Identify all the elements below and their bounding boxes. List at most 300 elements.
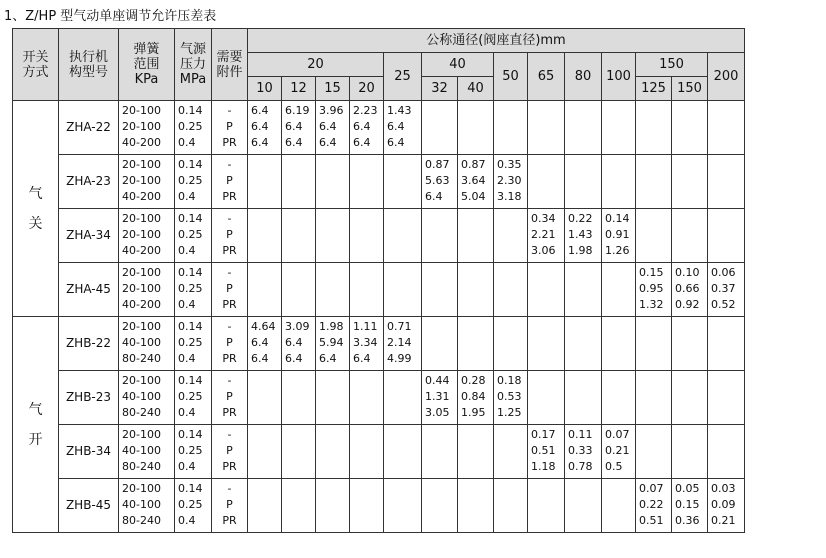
header-dn100: 100 (602, 53, 636, 101)
pressure-diff-cell (602, 371, 636, 425)
pressure-diff-cell-value: 2.14 (387, 336, 412, 349)
pressure-diff-cell-value: 0.92 (675, 298, 700, 311)
accessory-cell (212, 371, 248, 425)
accessory-cell (212, 479, 248, 533)
air-pressure-cell-value: 0.4 (178, 298, 196, 311)
spring-range-cell-value: 80-240 (122, 352, 161, 365)
pressure-diff-cell (672, 317, 708, 371)
air-pressure-cell-value: 0.25 (178, 444, 203, 457)
accessory-cell-value: P (226, 336, 233, 349)
pressure-diff-cell (565, 209, 602, 263)
actuator-model-cell: ZHA-34 (59, 209, 119, 263)
header-seat-40: 40 (458, 77, 494, 101)
pressure-diff-cell (248, 101, 282, 155)
pressure-diff-cell-value: 1.43 (387, 104, 412, 117)
pressure-diff-cell (350, 317, 384, 371)
pressure-diff-cell-value: 0.15 (675, 498, 700, 511)
pressure-diff-cell-value: 0.66 (675, 282, 700, 295)
spring-range-cell-value: 20-100 (122, 120, 161, 133)
pressure-diff-cell (708, 101, 745, 155)
pressure-diff-cell (636, 155, 672, 209)
pressure-diff-cell (384, 209, 422, 263)
pressure-diff-cell-value: 1.32 (639, 298, 664, 311)
pressure-diff-cell (602, 317, 636, 371)
pressure-diff-cell (458, 101, 494, 155)
pressure-diff-cell-value: 0.28 (461, 374, 486, 387)
pressure-diff-cell-value: 6.4 (319, 136, 337, 149)
pressure-diff-cell-value: 6.4 (251, 352, 269, 365)
accessory-cell-value: - (227, 212, 232, 225)
pressure-diff-cell (384, 317, 422, 371)
actuator-model-cell: ZHA-22 (59, 101, 119, 155)
air-pressure-cell-value: 0.4 (178, 406, 196, 419)
pressure-diff-cell (384, 101, 422, 155)
pressure-diff-cell (248, 479, 282, 533)
header-dn25: 25 (384, 53, 422, 101)
air-pressure-cell-value: 0.4 (178, 136, 196, 149)
spring-range-cell-value: 20-100 (122, 104, 161, 117)
air-pressure-cell-value: 0.25 (178, 390, 203, 403)
header-dn65: 65 (528, 53, 565, 101)
pressure-diff-cell (708, 155, 745, 209)
pressure-diff-cell (248, 155, 282, 209)
accessory-cell (212, 425, 248, 479)
accessory-cell-value: P (226, 498, 233, 511)
pressure-diff-cell (565, 101, 602, 155)
pressure-diff-cell (565, 155, 602, 209)
air-pressure-cell-value: 0.4 (178, 190, 196, 203)
air-pressure-cell (175, 371, 212, 425)
accessory-cell-value: PR (222, 460, 237, 473)
spring-range-cell-value: 80-240 (122, 406, 161, 419)
pressure-diff-cell-value: 3.09 (285, 320, 310, 333)
air-pressure-cell-value: 0.14 (178, 266, 203, 279)
pressure-diff-cell (384, 155, 422, 209)
pressure-diff-cell (528, 209, 565, 263)
pressure-diff-cell-value: 6.4 (285, 136, 303, 149)
actuator-model-cell: ZHB-34 (59, 425, 119, 479)
pressure-diff-cell-value: 2.23 (353, 104, 378, 117)
pressure-diff-cell-value: 6.4 (285, 352, 303, 365)
spring-range-cell-value: 40-200 (122, 244, 161, 257)
pressure-diff-cell (708, 317, 745, 371)
pressure-diff-cell (282, 425, 316, 479)
spring-range-cell (119, 263, 175, 317)
pressure-diff-cell (528, 371, 565, 425)
pressure-table (12, 28, 745, 533)
pressure-diff-cell (636, 371, 672, 425)
pressure-diff-cell-value: 4.64 (251, 320, 276, 333)
pressure-diff-cell (422, 317, 458, 371)
pressure-diff-cell-value: 6.4 (319, 120, 337, 133)
air-pressure-cell-value: 0.14 (178, 374, 203, 387)
pressure-diff-cell (350, 155, 384, 209)
air-pressure-cell (175, 479, 212, 533)
pressure-diff-cell (494, 209, 528, 263)
accessory-cell-value: - (227, 266, 232, 279)
air-pressure-cell-value: 0.4 (178, 514, 196, 527)
pressure-diff-cell-value: 0.51 (639, 514, 664, 527)
pressure-diff-cell (458, 317, 494, 371)
switch-mode-char: 关 (28, 215, 43, 232)
air-pressure-cell-value: 0.25 (178, 228, 203, 241)
pressure-diff-cell (384, 263, 422, 317)
air-pressure-cell (175, 101, 212, 155)
air-pressure-cell-value: 0.4 (178, 244, 196, 257)
pressure-diff-cell (422, 479, 458, 533)
header-dn20: 20 (248, 53, 384, 77)
pressure-diff-cell (602, 479, 636, 533)
pressure-diff-cell-value: 0.95 (639, 282, 664, 295)
accessory-cell-value: PR (222, 406, 237, 419)
pressure-diff-cell (636, 263, 672, 317)
pressure-diff-cell (602, 209, 636, 263)
pressure-diff-cell (282, 371, 316, 425)
pressure-diff-cell (565, 425, 602, 479)
pressure-diff-cell (565, 263, 602, 317)
air-pressure-cell-value: 0.25 (178, 336, 203, 349)
pressure-diff-cell (458, 263, 494, 317)
pressure-diff-cell (316, 101, 350, 155)
pressure-diff-cell (282, 155, 316, 209)
pressure-diff-cell-value: 0.21 (711, 514, 736, 527)
pressure-diff-cell (528, 263, 565, 317)
accessory-cell-value: P (226, 120, 233, 133)
pressure-diff-cell-value: 6.4 (251, 136, 269, 149)
pressure-diff-cell (636, 317, 672, 371)
pressure-diff-cell (494, 263, 528, 317)
pressure-diff-cell (528, 317, 565, 371)
header-air-pressure: 气源 压力 MPa (175, 29, 212, 101)
pressure-diff-cell-value: 1.98 (568, 244, 593, 257)
pressure-diff-cell-value: 0.10 (675, 266, 700, 279)
air-pressure-cell-value: 0.4 (178, 460, 196, 473)
pressure-diff-cell (672, 209, 708, 263)
spring-range-cell (119, 209, 175, 263)
pressure-diff-cell (494, 425, 528, 479)
spring-range-cell (119, 479, 175, 533)
pressure-diff-cell (636, 479, 672, 533)
pressure-diff-cell-value: 0.51 (531, 444, 556, 457)
pressure-diff-cell (458, 425, 494, 479)
switch-mode-char: 开 (28, 431, 43, 448)
switch-mode-char: 气 (28, 401, 43, 418)
pressure-diff-cell-value: 0.87 (461, 158, 486, 171)
accessory-cell-value: P (226, 174, 233, 187)
header-nominal-diameter: 公称通径(阀座直径)mm (248, 29, 745, 53)
air-pressure-cell-value: 0.25 (178, 120, 203, 133)
pressure-diff-cell (316, 371, 350, 425)
header-seat-32: 32 (422, 77, 458, 101)
pressure-diff-cell-value: 3.18 (497, 190, 522, 203)
spring-range-cell-value: 80-240 (122, 460, 161, 473)
pressure-diff-cell-value: 6.4 (425, 190, 443, 203)
pressure-diff-cell (316, 263, 350, 317)
spring-range-cell-value: 40-200 (122, 136, 161, 149)
accessory-cell-value: PR (222, 190, 237, 203)
pressure-diff-cell (494, 479, 528, 533)
spring-range-cell-value: 20-100 (122, 428, 161, 441)
pressure-diff-cell-value: 6.4 (285, 336, 303, 349)
header-dn150: 150 (636, 53, 708, 77)
spring-range-cell-value: 80-240 (122, 514, 161, 527)
pressure-diff-cell-value: 2.30 (497, 174, 522, 187)
pressure-diff-cell (602, 263, 636, 317)
pressure-diff-cell-value: 0.5 (605, 460, 623, 473)
pressure-diff-cell (282, 209, 316, 263)
spring-range-cell-value: 40-100 (122, 336, 161, 349)
accessory-cell-value: P (226, 282, 233, 295)
pressure-diff-cell (636, 101, 672, 155)
pressure-diff-cell (316, 479, 350, 533)
pressure-diff-cell-value: 0.07 (639, 482, 664, 495)
header-switch-mode: 开关 方式 (13, 29, 59, 101)
pressure-diff-cell (350, 371, 384, 425)
pressure-diff-cell-value: 0.18 (497, 374, 522, 387)
spring-range-cell-value: 20-100 (122, 374, 161, 387)
accessory-cell-value: - (227, 158, 232, 171)
pressure-diff-cell (248, 425, 282, 479)
pressure-diff-cell (602, 425, 636, 479)
pressure-diff-cell-value: 0.22 (568, 212, 593, 225)
pressure-diff-cell (458, 209, 494, 263)
pressure-diff-cell-value: 0.03 (711, 482, 736, 495)
spring-range-cell (119, 425, 175, 479)
air-pressure-cell-value: 0.25 (178, 498, 203, 511)
pressure-diff-cell (248, 317, 282, 371)
table-body (13, 101, 745, 533)
spring-range-cell-value: 20-100 (122, 228, 161, 241)
pressure-diff-cell-value: 0.34 (531, 212, 556, 225)
pressure-diff-cell (350, 209, 384, 263)
pressure-diff-cell-value: 5.04 (461, 190, 486, 203)
actuator-model-cell: ZHA-23 (59, 155, 119, 209)
header-seat-15: 15 (316, 77, 350, 101)
pressure-diff-cell-value: 5.94 (319, 336, 344, 349)
pressure-diff-cell (672, 425, 708, 479)
accessory-cell (212, 101, 248, 155)
pressure-diff-cell-value: 1.26 (605, 244, 630, 257)
accessory-cell-value: P (226, 444, 233, 457)
pressure-diff-cell-value: 0.14 (605, 212, 630, 225)
pressure-diff-cell-value: 0.33 (568, 444, 593, 457)
table-row (13, 155, 745, 209)
pressure-diff-cell (602, 155, 636, 209)
pressure-diff-cell-value: 0.36 (675, 514, 700, 527)
pressure-diff-cell-value: 0.71 (387, 320, 412, 333)
pressure-diff-cell (708, 371, 745, 425)
pressure-diff-cell-value: 0.84 (461, 390, 486, 403)
pressure-diff-cell-value: 6.4 (285, 120, 303, 133)
switch-mode-char: 气 (28, 185, 43, 202)
pressure-diff-cell-value: 3.96 (319, 104, 344, 117)
pressure-diff-cell (458, 155, 494, 209)
pressure-diff-cell-value: 3.06 (531, 244, 556, 257)
spring-range-cell (119, 155, 175, 209)
accessory-cell (212, 155, 248, 209)
table-row (13, 371, 745, 425)
spring-range-cell (119, 371, 175, 425)
header-seat-125: 125 (636, 77, 672, 101)
pressure-diff-cell-value: 1.18 (531, 460, 556, 473)
air-pressure-cell-value: 0.25 (178, 282, 203, 295)
pressure-diff-cell (282, 479, 316, 533)
pressure-diff-cell (248, 209, 282, 263)
pressure-diff-cell-value: 0.53 (497, 390, 522, 403)
actuator-model-cell: ZHA-45 (59, 263, 119, 317)
pressure-diff-cell-value: 0.44 (425, 374, 450, 387)
header-seat-150: 150 (672, 77, 708, 101)
accessory-cell-value: - (227, 428, 232, 441)
air-pressure-cell-value: 0.14 (178, 158, 203, 171)
pressure-diff-cell (494, 155, 528, 209)
accessory-cell-value: P (226, 390, 233, 403)
pressure-diff-cell (248, 371, 282, 425)
pressure-diff-cell-value: 6.4 (353, 120, 371, 133)
spring-range-cell-value: 20-100 (122, 482, 161, 495)
accessory-cell-value: - (227, 320, 232, 333)
header-actuator-model: 执行机 构型号 (59, 29, 119, 101)
spring-range-cell-value: 40-100 (122, 444, 161, 457)
pressure-diff-cell-value: 0.91 (605, 228, 630, 241)
header-seat-20: 20 (350, 77, 384, 101)
pressure-diff-cell-value: 5.63 (425, 174, 450, 187)
pressure-diff-cell-value: 0.37 (711, 282, 736, 295)
pressure-diff-cell (565, 479, 602, 533)
pressure-diff-cell (494, 371, 528, 425)
pressure-diff-cell-value: 0.87 (425, 158, 450, 171)
accessory-cell-value: PR (222, 298, 237, 311)
pressure-diff-cell (282, 263, 316, 317)
air-pressure-cell (175, 263, 212, 317)
switch-mode-cell (13, 101, 59, 317)
accessory-cell-value: - (227, 374, 232, 387)
pressure-diff-cell (316, 155, 350, 209)
spring-range-cell-value: 40-200 (122, 298, 161, 311)
pressure-diff-cell (458, 479, 494, 533)
pressure-diff-cell-value: 1.31 (425, 390, 450, 403)
air-pressure-cell (175, 425, 212, 479)
pressure-diff-cell (528, 425, 565, 479)
table-row (13, 317, 745, 371)
pressure-diff-cell (316, 317, 350, 371)
pressure-diff-cell (672, 101, 708, 155)
pressure-diff-cell-value: 0.07 (605, 428, 630, 441)
pressure-diff-cell-value: 1.95 (461, 406, 486, 419)
spring-range-cell (119, 317, 175, 371)
spring-range-cell-value: 20-100 (122, 174, 161, 187)
pressure-diff-cell (672, 263, 708, 317)
pressure-diff-cell (708, 425, 745, 479)
pressure-diff-cell-value: 0.05 (675, 482, 700, 495)
accessory-cell-value: - (227, 482, 232, 495)
header-seat-12: 12 (282, 77, 316, 101)
spring-range-cell-value: 20-100 (122, 212, 161, 225)
pressure-diff-cell (458, 371, 494, 425)
actuator-model-cell: ZHB-22 (59, 317, 119, 371)
table-row (13, 425, 745, 479)
accessory-cell-value: PR (222, 514, 237, 527)
header-seat-10: 10 (248, 77, 282, 101)
accessory-cell-value: - (227, 104, 232, 117)
pressure-diff-cell (422, 371, 458, 425)
air-pressure-cell (175, 155, 212, 209)
pressure-diff-cell-value: 3.34 (353, 336, 378, 349)
pressure-diff-cell-value: 6.4 (251, 120, 269, 133)
pressure-diff-cell (384, 371, 422, 425)
header-dn200: 200 (708, 53, 745, 101)
switch-mode-cell (13, 317, 59, 533)
pressure-diff-cell (494, 101, 528, 155)
spring-range-cell-value: 20-100 (122, 282, 161, 295)
pressure-diff-cell (422, 101, 458, 155)
pressure-diff-cell (316, 425, 350, 479)
header-dn40: 40 (422, 53, 494, 77)
table-row (13, 479, 745, 533)
pressure-diff-cell-value: 0.09 (711, 498, 736, 511)
actuator-model-cell: ZHB-23 (59, 371, 119, 425)
pressure-diff-cell (672, 155, 708, 209)
pressure-diff-cell (708, 263, 745, 317)
air-pressure-cell-value: 0.14 (178, 320, 203, 333)
pressure-diff-cell (282, 101, 316, 155)
pressure-diff-cell-value: 6.4 (251, 336, 269, 349)
page-title: 1、Z/HP 型气动单座调节允许压差表 (4, 9, 217, 24)
pressure-diff-cell-value: 6.4 (251, 104, 269, 117)
pressure-diff-cell-value: 0.78 (568, 460, 593, 473)
accessory-cell (212, 317, 248, 371)
pressure-diff-cell (422, 155, 458, 209)
pressure-diff-cell (384, 479, 422, 533)
pressure-diff-cell (384, 425, 422, 479)
pressure-diff-cell-value: 4.99 (387, 352, 412, 365)
pressure-diff-cell (672, 479, 708, 533)
accessory-cell-value: PR (222, 244, 237, 257)
pressure-diff-cell-value: 6.4 (353, 352, 371, 365)
pressure-diff-cell (565, 317, 602, 371)
pressure-diff-cell-value: 1.43 (568, 228, 593, 241)
spring-range-cell-value: 20-100 (122, 320, 161, 333)
pressure-diff-cell-value: 0.52 (711, 298, 736, 311)
pressure-diff-cell (602, 101, 636, 155)
pressure-diff-cell (282, 317, 316, 371)
pressure-diff-cell-value: 6.4 (353, 136, 371, 149)
pressure-diff-cell (672, 371, 708, 425)
pressure-diff-cell (528, 155, 565, 209)
pressure-diff-cell (422, 425, 458, 479)
pressure-diff-cell-value: 1.25 (497, 406, 522, 419)
air-pressure-cell-value: 0.14 (178, 482, 203, 495)
pressure-diff-cell (494, 317, 528, 371)
pressure-diff-cell-value: 0.11 (568, 428, 593, 441)
accessory-cell (212, 263, 248, 317)
pressure-diff-cell-value: 6.19 (285, 104, 310, 117)
pressure-diff-cell-value: 0.06 (711, 266, 736, 279)
pressure-diff-cell-value: 0.17 (531, 428, 556, 441)
pressure-diff-cell (422, 209, 458, 263)
spring-range-cell-value: 40-200 (122, 190, 161, 203)
pressure-diff-cell-value: 3.05 (425, 406, 450, 419)
air-pressure-cell (175, 209, 212, 263)
header-accessory: 需要 附件 (212, 29, 248, 101)
pressure-diff-cell-value: 3.64 (461, 174, 486, 187)
pressure-diff-cell (565, 371, 602, 425)
pressure-diff-cell (248, 263, 282, 317)
pressure-diff-cell (636, 209, 672, 263)
header-spring-range: 弹簧 范围 KPa (119, 29, 175, 101)
pressure-diff-cell (636, 425, 672, 479)
spring-range-cell-value: 40-100 (122, 498, 161, 511)
